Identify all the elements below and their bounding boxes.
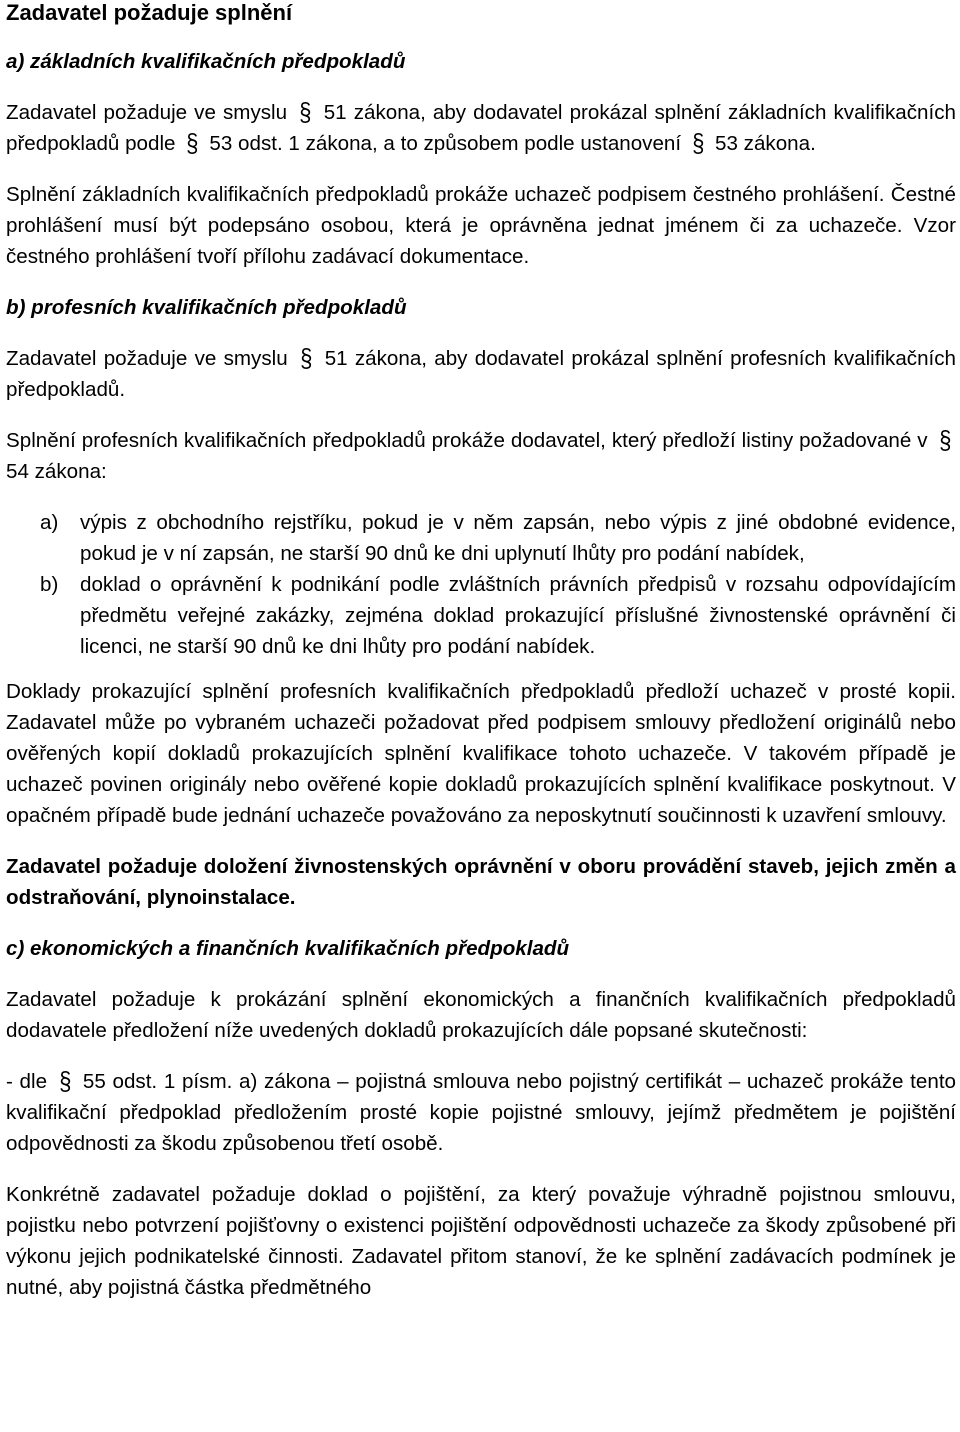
text-run: 53 odst. 1 zákona, a to způsobem podle ustanovení xyxy=(209,132,682,155)
page-title: Zadavatel požaduje splnění xyxy=(6,0,293,25)
text-run: Zadavatel požaduje ve smyslu xyxy=(6,101,288,124)
document-page xyxy=(6,0,956,1303)
section-c-paragraph-3: Konkrétně zadavatel požaduje doklad o pojištění, za který považuje výhradně pojistnou smlouvu, pojistku nebo potvrzení pojišťovny o existenci pojištění odpovědnosti uchazeče za škody způsobené při výkonu jejich podnikatelské činnosti. Zadavatel přitom stanoví, že ke splnění zadávacích podmínek je nutné, aby pojistná částka předmětného xyxy=(6,1183,956,1299)
list-item xyxy=(6,569,956,662)
text-run: 51 zákona, aby dodavatel prokázal splnění základních kvalifikačních předpokladů podle xyxy=(6,101,956,155)
section-b-paragraph-1 xyxy=(6,343,956,405)
requirements-list xyxy=(6,507,956,662)
section-sign-icon: § xyxy=(186,128,199,158)
section-a-heading: a) základních kvalifikačních předpokladů xyxy=(6,50,406,73)
section-sign-icon: § xyxy=(300,343,313,373)
section-sign-icon: § xyxy=(938,425,951,455)
section-b-paragraph-3: Doklady prokazující splnění profesních kvalifikačních předpokladů předloží uchazeč v prosté kopii. Zadavatel může po vybraném uchazeči požadovat před podpisem smlouvy předložení originálů nebo ověřených kopií dokladů prokazujících splnění kvalifikace tohoto uchazeče. V takovém případě je uchazeč povinen originály nebo ověřené kopie dokladů prokazujících splnění kvalifikace poskytnout. V opačném případě bude jednání uchazeče považováno za neposkytnutí součinnosti k uzavření smlouvy. xyxy=(6,680,956,827)
list-marker: a) xyxy=(40,511,59,534)
text-run: Splnění profesních kvalifikačních předpokladů prokáže dodavatel, který předloží listiny požadované v xyxy=(6,429,928,452)
list-item-text: výpis z obchodního rejstříku, pokud je v něm zapsán, nebo výpis z jiné obdobné evidence, pokud je v ní zapsán, ne starší 90 dnů ke dni uplynutí lhůty pro podání nabídek, xyxy=(80,511,956,565)
section-b-paragraph-2 xyxy=(6,425,956,487)
section-sign-icon: § xyxy=(58,1066,72,1096)
list-item-text: doklad o oprávnění k podnikání podle zvláštních právních předpisů v rozsahu odpovídajícím předmětu veřejné zakázky, zejména doklad prokazující příslušné živnostenské oprávnění či licenci, ne starší 90 dnů ke dni lhůty pro podání nabídek. xyxy=(80,573,956,658)
list-marker: b) xyxy=(40,573,59,596)
list-item xyxy=(6,507,956,569)
section-c-paragraph-2 xyxy=(6,1066,956,1159)
text-run: - dle xyxy=(6,1070,48,1093)
section-sign-icon: § xyxy=(299,97,312,127)
text-run: 55 odst. 1 písm. a) zákona – pojistná smlouva nebo pojistný certifikát – uchazeč prokáže tento kvalifikační předpoklad předložením prosté kopie pojistné smlouvy, jejímž předmětem je pojištění odpovědnosti za škodu způsobenou třetí osobě. xyxy=(6,1070,956,1155)
section-a-paragraph-2: Splnění základních kvalifikačních předpokladů prokáže uchazeč podpisem čestného prohlášení. Čestné prohlášení musí být podepsáno osobou, která je oprávněna jednat jménem či za uchazeče. Vzor čestného prohlášení tvoří přílohu zadávací dokumentace. xyxy=(6,183,956,268)
section-sign-icon: § xyxy=(691,128,705,158)
section-a-paragraph-1 xyxy=(6,97,956,159)
section-b-paragraph-4: Zadavatel požaduje doložení živnostenských oprávnění v oboru provádění staveb, jejich změn a odstraňování, plynoinstalace. xyxy=(6,855,956,909)
section-c-heading: c) ekonomických a finančních kvalifikačních předpokladů xyxy=(6,937,570,960)
text-run: 51 zákona, aby dodavatel prokázal splnění profesních kvalifikačních předpokladů. xyxy=(6,347,956,401)
section-c-paragraph-1: Zadavatel požaduje k prokázání splnění ekonomických a finančních kvalifikačních předpokladů dodavatele předložení níže uvedených dokladů prokazujících dále popsané skutečnosti: xyxy=(6,988,956,1042)
text-run: 53 zákona. xyxy=(715,132,816,155)
text-run: Zadavatel požaduje ve smyslu xyxy=(6,347,288,370)
section-b-heading: b) profesních kvalifikačních předpokladů xyxy=(6,296,407,319)
text-run: 54 zákona: xyxy=(6,460,107,483)
